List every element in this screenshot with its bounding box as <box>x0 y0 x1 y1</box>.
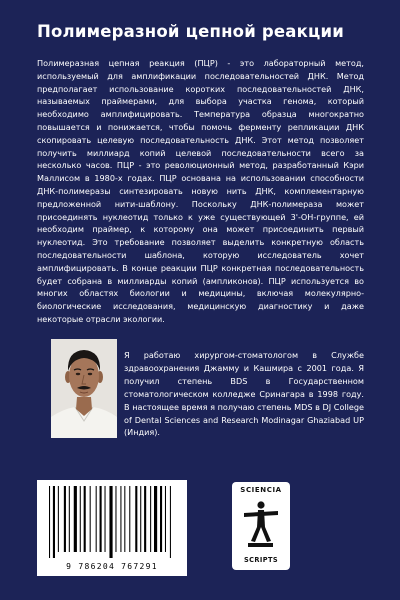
author-photo <box>51 339 117 438</box>
publisher-logo <box>232 482 290 570</box>
barcode-bars <box>37 480 187 562</box>
isbn-number: 9 786204 767291 <box>66 562 158 571</box>
publisher-logo-top-text: SCIENCIA <box>240 486 282 494</box>
publisher-figure-icon <box>242 496 280 554</box>
book-title: Полимеразной цепной реакции <box>37 22 344 41</box>
author-bio: Я работаю хирургом-стоматологом в Службе здравоохранения Джамму и Кашмира с 2001 года. Я получил степень BDS в Государственном стоматологическом колледже Сринагара в 1998 году. В настоящее время я получаю степень MDS в DJ College of Dental Sciences and Research Modinagar Ghaziabad UP (Индия). <box>124 350 364 438</box>
isbn-barcode <box>37 480 187 576</box>
book-description: Полимеразная цепная реакция (ПЦР) - это лабораторный метод, используемый для амплификации последовательностей ДНК. Метод предполагает использование коротких последовательностей ДНК, называемых праймерами, для выбора участка генома, который необходимо амплифицировать. Температура образца многократно повышается и понижается, чтобы помочь ферменту репликации ДНК скопировать целевую последовательность ДНК. Этот метод позволяет получить миллиард копий целевой последовательности всего за несколько часов. ПЦР - это революционный метод, разработанный Кэри Маллисом в 1980-х годах. ПЦР основана на использовании способности ДНК-полимеразы синтезировать новую нить ДНК, комплементарную предложенной нити-шаблону. Поскольку ДНК-полимераза может присоединять нуклеотид только к уже существующей 3'-OH-группе, ей необходим праймер, к которому она может присоединить первый нуклеотид. Это требование позволяет выделить конкретную область последовательности шаблона, которую исследователь хочет амплифицировать. В конце реакции ПЦР конкретная последовательность будет собрана в миллиарды копий (ампликонов). ПЦР используется во многих областях биологии и медицины, включая молекулярно-биологические исследования, медицинскую диагностику и даже некоторые отрасли экологии. <box>37 58 364 324</box>
publisher-logo-bottom-text: SCRIPTS <box>244 556 278 564</box>
